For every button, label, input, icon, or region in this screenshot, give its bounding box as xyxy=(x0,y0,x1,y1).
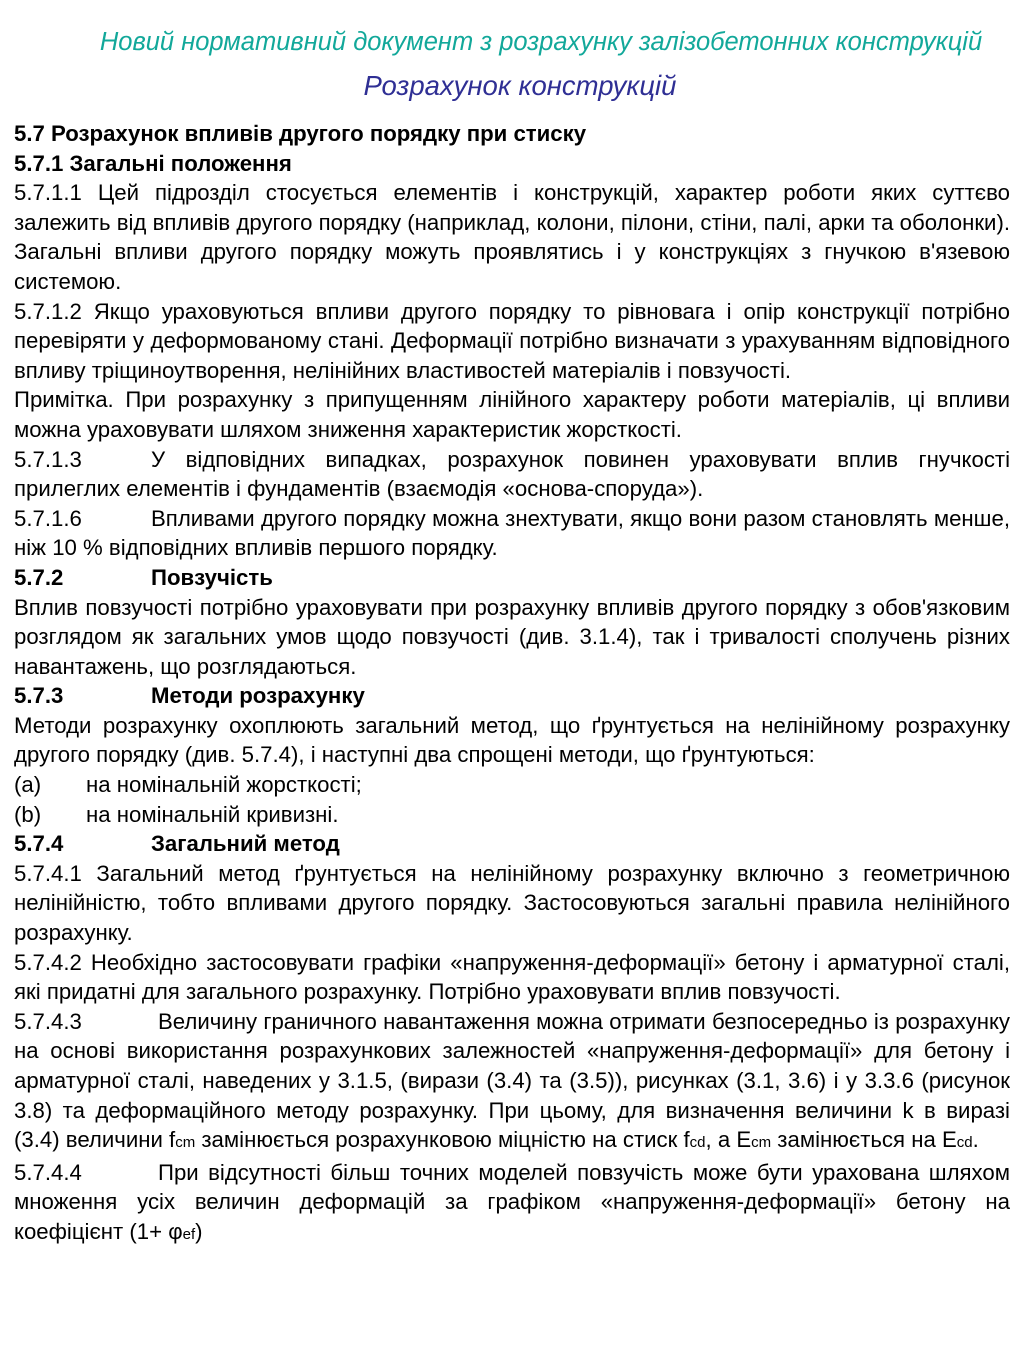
paragraph-5-7-4-2: 5.7.4.2 Необхідно застосовувати графіки «напруження-деформації» бетону і арматурної сталі, які придатні для загального розрахунку. Потрібно ураховувати вплив повзучості. xyxy=(14,949,1010,1005)
document-body xyxy=(14,119,1010,1250)
clause-text: . xyxy=(972,1127,979,1153)
clause-number: 5.7.4.4 xyxy=(14,1159,82,1185)
paragraph-5-7-1-1: 5.7.1.1 Цей підрозділ стосується елементів і конструкцій, характер роботи яких суттєво залежить від впливів другого порядку (наприклад, колони, пілони, стіни, палі, арки та оболонки). Загальні впливи другого порядку можуть проявлятись і у конструкціях з гнучкою в'язевою системою. xyxy=(14,180,1010,294)
clause-text: Величину граничного навантаження можна отримати безпосередньо із розрахунку на основі використання розрахункових залежностей «напруження-деформації» для бетону і арматурної сталі, наведених у 3.1.5, (вирази (3.4) та (3.5)), рисунках (3.1, 3.6) і у 3.3.6 (рисунок 3.8) та деформаційного методу розрахунку. При цьому, для визначення величини k в виразі (3.4) величини f xyxy=(14,1008,1010,1153)
clause-number: 5.7.4.3 xyxy=(14,1008,82,1034)
paragraph-5-7-4-1: 5.7.4.1 Загальний метод ґрунтується на нелінійному розрахунку включно з геометричною нелінійністю, тобто впливами другого порядку. Застосовуються загальні правила нелінійного розрахунку. xyxy=(14,860,1010,946)
list-marker: (a) xyxy=(14,772,42,798)
paragraph-5-7-2: Вплив повзучості потрібно ураховувати при розрахунку впливів другого порядку з обов'язковим розглядом як загальних умов щодо повзучості (див. 3.1.4), так і тривалості сполучень різних навантажень, що розглядаються. xyxy=(14,594,1010,679)
section-number: 5.7.2 xyxy=(14,564,64,590)
list-text: на номінальній жорсткості; xyxy=(86,772,362,798)
section-title: Повзучість xyxy=(151,564,273,590)
subscript: cm xyxy=(751,1134,772,1152)
note-paragraph: Примітка. При розрахунку з припущенням лінійного характеру роботи матеріалів, ці впливи можна ураховувати шляхом зниження характеристик жорсткості. xyxy=(14,387,1010,442)
section-heading-5-7-2 xyxy=(14,563,1010,593)
clause-text: ) xyxy=(195,1218,203,1244)
section-heading-5-7-1: 5.7.1 Загальні положення xyxy=(14,150,292,176)
section-title: Загальний метод xyxy=(151,831,340,857)
paragraph-5-7-1-2: 5.7.1.2 Якщо ураховуються впливи другого порядку то рівновага і опір конструкції потрібно перевіряти у деформованому стані. Деформації потрібно визначати з урахуванням відповідного впливу тріщиноутворення, нелінійних властивостей матеріалів і повзучості. xyxy=(14,298,1010,383)
section-heading-5-7-4 xyxy=(14,829,1010,859)
list-text: на номінальній кривизні. xyxy=(86,801,339,827)
paragraph-5-7-4-4 xyxy=(14,1158,1010,1250)
clause-text: замінюється на E xyxy=(771,1127,957,1153)
subscript: cd xyxy=(689,1134,706,1152)
clause-number: 5.7.1.3 xyxy=(14,446,82,472)
paragraph-5-7-1-3 xyxy=(14,445,1010,504)
document-title: Розрахунок конструкцій xyxy=(363,70,677,101)
section-heading-5-7: 5.7 Розрахунок впливів другого порядку при стиску xyxy=(14,121,587,146)
section-heading-5-7-3 xyxy=(14,681,1010,711)
clause-number: 5.7.1.6 xyxy=(14,505,82,531)
clause-text: Впливами другого порядку можна знехтувати, якщо вони разом становлять менше, ніж 10 % відповідних впливів першого порядку. xyxy=(14,505,1010,561)
subscript: cm xyxy=(175,1134,196,1152)
paragraph-5-7-3: Методи розрахунку охоплюють загальний метод, що ґрунтується на нелінійному розрахунку другого порядку (див. 5.7.4), і наступні два спрощені методи, що ґрунтуються: xyxy=(14,712,1010,768)
subscript: cd xyxy=(956,1134,973,1152)
paragraph-5-7-1-6 xyxy=(14,504,1010,563)
list-marker: (b) xyxy=(14,801,42,827)
clause-text: У відповідних випадках, розрахунок повинен ураховувати вплив гнучкості прилеглих елементів і фундаментів (взаємодія «основа-споруда»). xyxy=(14,446,1010,502)
section-number: 5.7.4 xyxy=(14,831,64,857)
clause-text: При відсутності більш точних моделей повзучість може бути урахована шляхом множення усіх величин деформацій за графіком «напруження-деформації» бетону на коефіцієнт (1+ φ xyxy=(14,1159,1010,1244)
clause-text: , а E xyxy=(705,1127,752,1153)
clause-text: замінюється розрахунковою міцністю на стиск f xyxy=(195,1127,690,1153)
document-subtitle: Новий нормативний документ з розрахунку залізобетонних конструкцій xyxy=(99,28,983,56)
list-item xyxy=(14,800,1010,830)
section-number: 5.7.3 xyxy=(14,683,64,709)
subscript: ef xyxy=(182,1225,196,1243)
paragraph-5-7-4-3 xyxy=(14,1007,1010,1158)
list-item xyxy=(14,770,1010,800)
section-title: Методи розрахунку xyxy=(151,683,365,709)
